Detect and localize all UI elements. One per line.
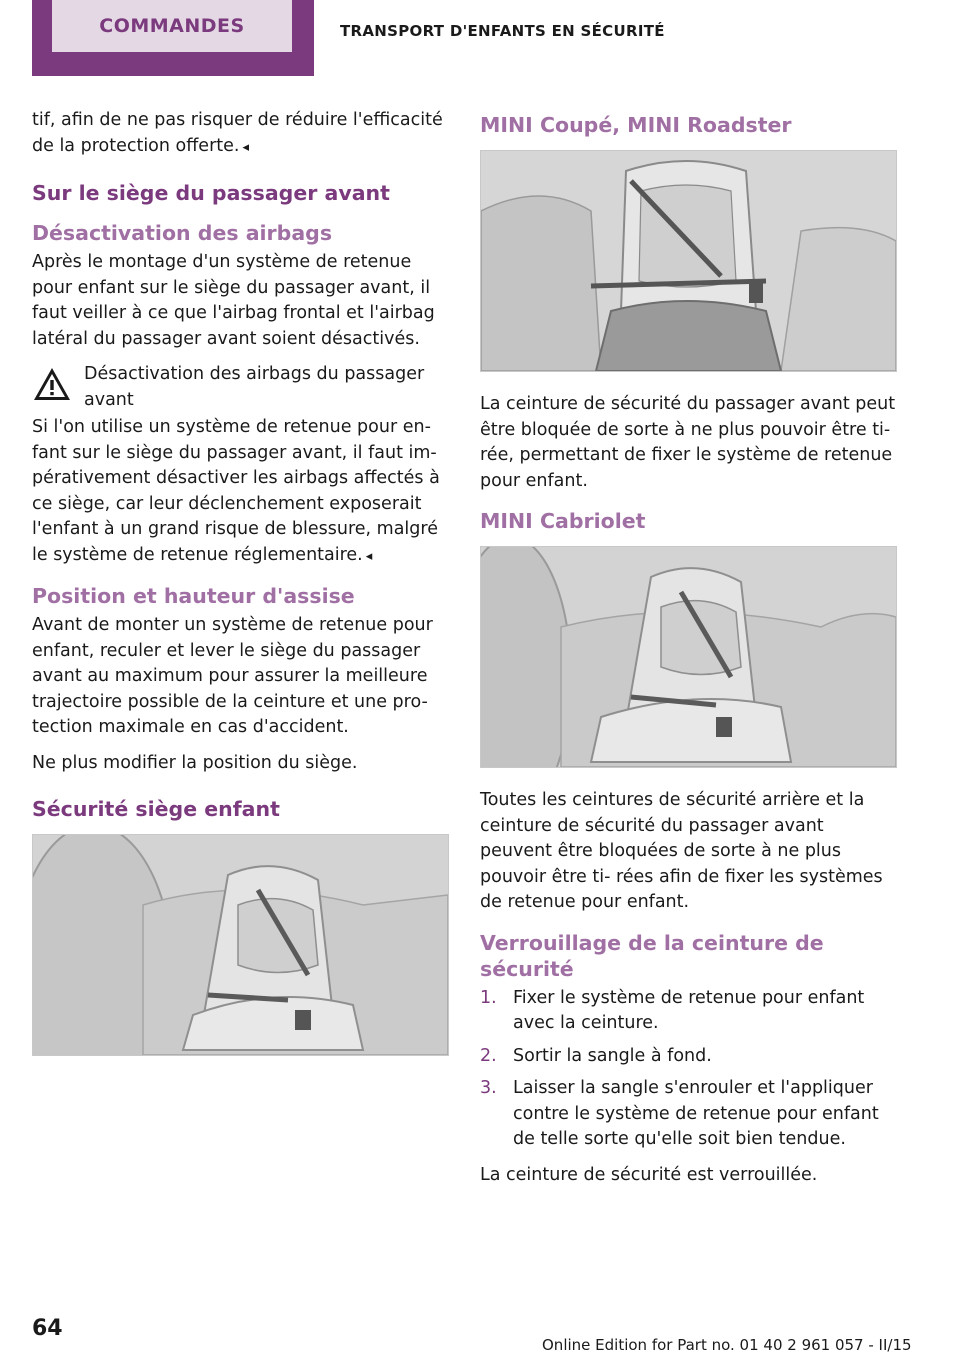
illustration-rear-seat-cabriolet (480, 546, 897, 768)
heading-mini-coupe: MINI Coupé, MINI Roadster (480, 113, 792, 137)
end-mark: ◂ (365, 548, 373, 564)
heading-child-seat-safety: Sécurité siège enfant (32, 797, 280, 821)
page-number: 64 (32, 1316, 63, 1341)
left-column (32, 108, 450, 1076)
paragraph-cabriolet: Toutes les ceintures de sécurité arrière et la ceinture de sécurité du passager avant peuvent être bloquées de sorte à ne plus pouvoir être ti- rées afin de fixer les systèmes de retenue pour enfant. (480, 790, 883, 912)
heading-airbag-deactivation: Désactivation des airbags (32, 221, 333, 245)
list-item: 3. Laisser la sangle s'enrouler et l'appliquer contre le système de retenue pour enfant de telle sorte qu'elle soit bien tendue. (480, 1078, 879, 1149)
heading-mini-cabriolet: MINI Cabriolet (480, 509, 646, 533)
chapter-label: COMMANDES (52, 0, 292, 52)
section-title: TRANSPORT D'ENFANTS EN SÉCURITÉ (340, 22, 665, 40)
right-column (480, 108, 898, 1198)
list-item: 2. Sortir la sangle à fond. (480, 1045, 712, 1066)
heading-seat-position: Position et hauteur d'assise (32, 584, 355, 608)
heading-belt-locking: Verrouillage de la ceinture de sécurité (480, 930, 824, 981)
heading-front-seat: Sur le siège du passager avant (32, 181, 390, 205)
paragraph-position: Avant de monter un système de retenue pour enfant, reculer et lever le siège du passager avant au maximum pour assurer la meilleure trajectoire possible de la ceinture et une pro- tection maximale en cas d'accident. (32, 615, 433, 737)
illustration-child-seat-rear (32, 834, 449, 1056)
paragraph-no-change: Ne plus modifier la position du siège. (32, 752, 358, 773)
footer-edition: Online Edition for Part no. 01 40 2 961 057 - II/15 (542, 1336, 912, 1354)
warning-title: Désactivation des airbags du passager avant (84, 364, 425, 410)
list-item: 1. Fixer le système de retenue pour enfant avec la ceinture. (480, 987, 865, 1033)
warning-block (32, 362, 450, 413)
paragraph-coupe: La ceinture de sécurité du passager avant peut être bloquée de sorte à ne plus pouvoir être ti- rée, permettant de fixer le système de retenue pour enfant. (480, 394, 896, 491)
end-mark: ◂ (242, 139, 249, 155)
intro-paragraph: tif, afin de ne pas risquer de réduire l'efficacité de la protection offerte. ◂ (32, 110, 443, 156)
warning-triangle-icon (32, 362, 84, 413)
paragraph-airbag: Après le montage d'un système de retenue pour enfant sur le siège du passager avant, il faut veiller à ce que l'airbag frontal et l'airbag latéral du passager avant soient désactivés. (32, 252, 435, 349)
illustration-front-seat-coupe (480, 150, 897, 372)
warning-text: Si l'on utilise un système de retenue pour en- fant sur le siège du passager avant, il faut im- pérativement désactiver les airbags affectés à ce siège, car leur déclenchement exposerait l'enfant à un grand risque de blessure, malgré le système de retenue réglementaire. ◂ (32, 417, 440, 565)
paragraph-locked: La ceinture de sécurité est verrouillée. (480, 1164, 818, 1185)
steps-list (480, 986, 898, 1153)
